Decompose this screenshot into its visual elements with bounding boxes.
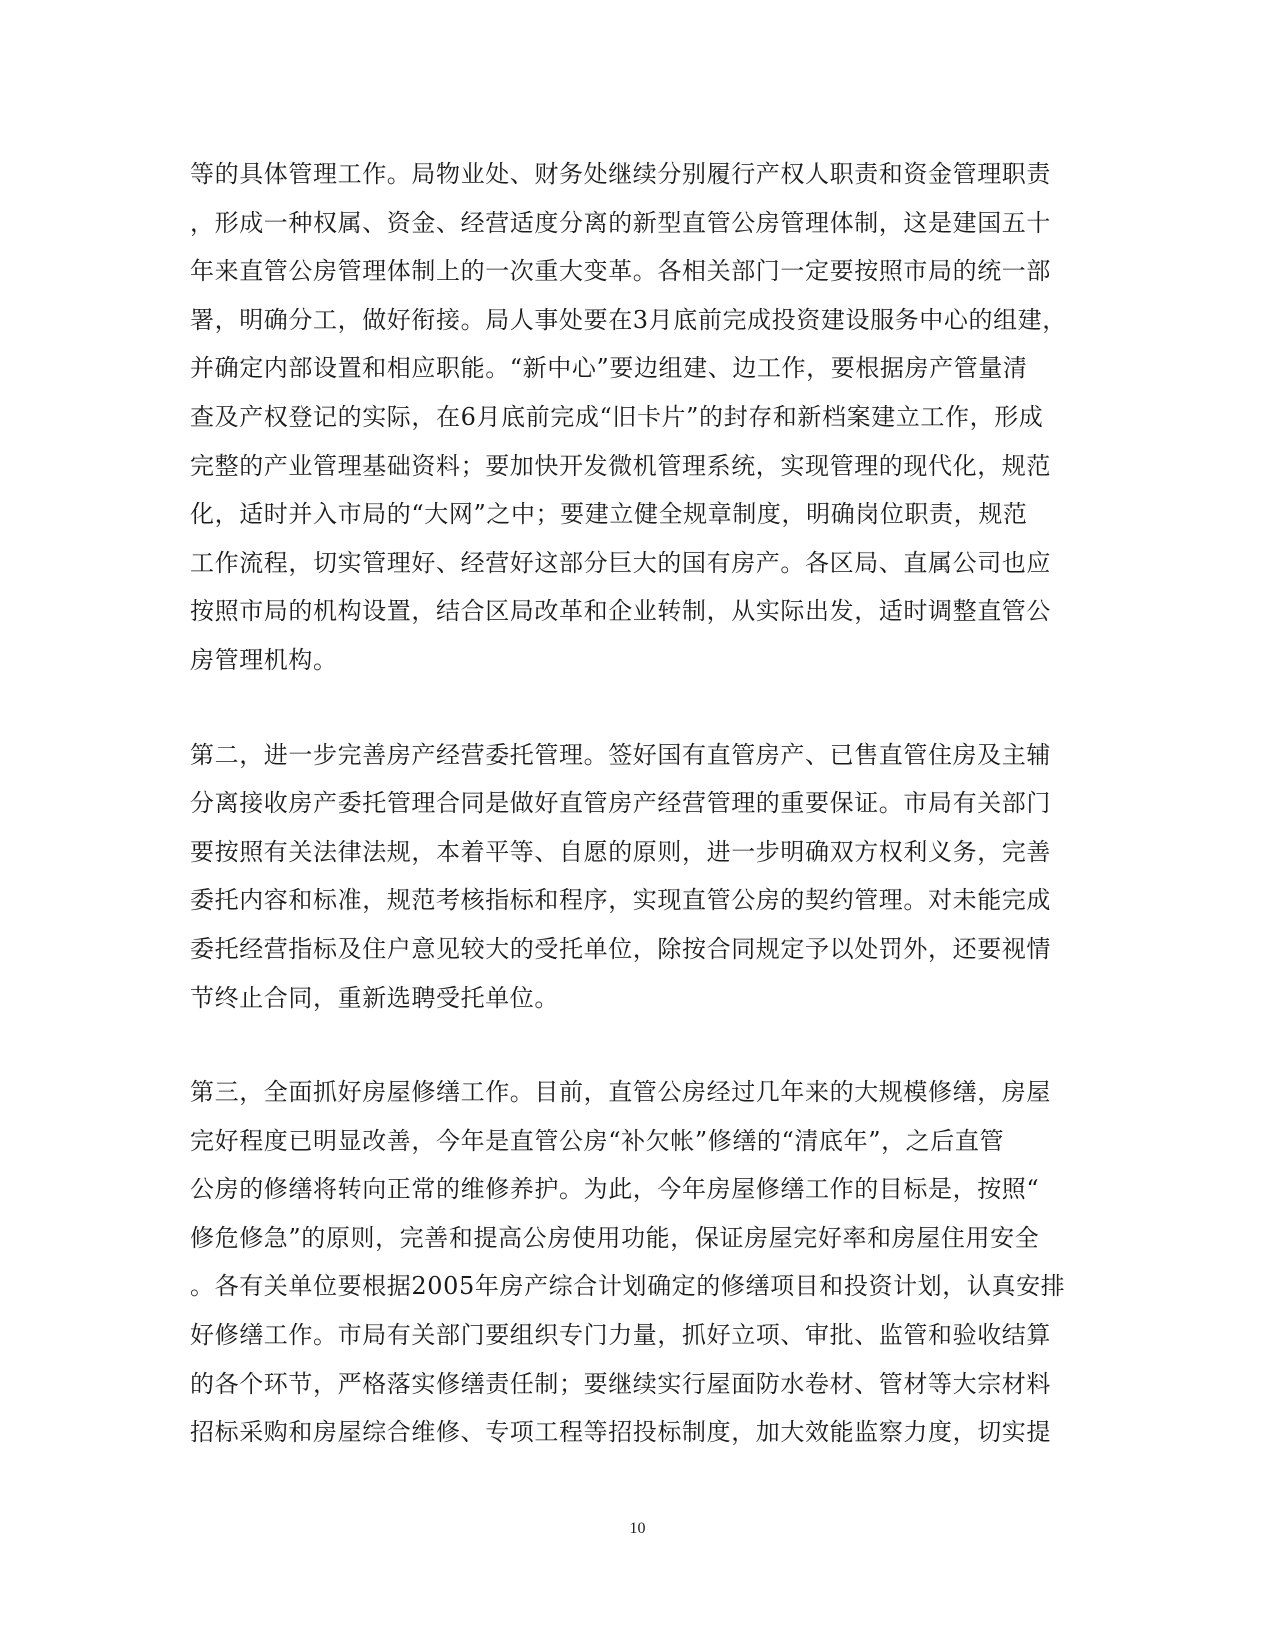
- text-line: 第二，进一步完善房产经营委托管理。签好国有直管房产、已售直管住房及主辅: [190, 740, 1051, 769]
- body-text: [190, 150, 1090, 1503]
- text-line: 分离接收房产委托管理合同是做好直管房产经营管理的重要保证。市局有关部门: [190, 789, 1051, 818]
- page-number: 10: [629, 1520, 646, 1537]
- text-line: 署，明确分工，做好衔接。局人事处要在3月底前完成投资建设服务中心的组建，: [190, 305, 1067, 334]
- text-line: 要按照有关法律法规，本着平等、自愿的原则，进一步明确双方权利义务，完善: [190, 837, 1051, 866]
- text-line: 工作流程，切实管理好、经营好这部分巨大的国有房产。各区局、直属公司也应: [190, 548, 1051, 577]
- text-line: 委托内容和标准，规范考核指标和程序，实现直管公房的契约管理。对未能完成: [190, 886, 1051, 915]
- text-line: 修危修急”的原则，完善和提高公房使用功能，保证房屋完好率和房屋住用安全: [190, 1223, 1040, 1252]
- text-line: 年来直管公房管理体制上的一次重大变革。各相关部门一定要按照市局的统一部: [190, 257, 1051, 286]
- paragraph-1: [190, 150, 1090, 685]
- text-line: 公房的修缮将转向正常的维修养护。为此，今年房屋修缮工作的目标是，按照“: [190, 1175, 1040, 1204]
- text-line: 完整的产业管理基础资料；要加快开发微机管理系统，实现管理的现代化，规范: [190, 451, 1051, 480]
- text-line: 招标采购和房屋综合维修、专项工程等招投标制度，加大效能监察力度，切实提: [190, 1418, 1051, 1447]
- paragraph-2: [190, 731, 1090, 1023]
- text-line: 查及产权登记的实际，在6月底前完成“旧卡片”的封存和新档案建立工作，形成: [190, 402, 1044, 431]
- text-line: 节终止合同，重新选聘受托单位。: [190, 983, 559, 1012]
- text-line: ，形成一种权属、资金、经营适度分离的新型直管公房管理体制，这是建国五十: [190, 208, 1051, 237]
- text-line: 好修缮工作。市局有关部门要组织专门力量，抓好立项、审批、监管和验收结算: [190, 1321, 1051, 1350]
- text-line: 。各有关单位要根据2005年房产综合计划确定的修缮项目和投资计划，认真安排: [190, 1272, 1066, 1301]
- text-line: 的各个环节，严格落实修缮责任制；要继续实行屋面防水卷材、管材等大宗材料: [190, 1369, 1051, 1398]
- paragraph-3: [190, 1068, 1090, 1457]
- text-line: 完好程度已明显改善，今年是直管公房“补欠帐”修缮的“清底年”，之后直管: [190, 1126, 1005, 1155]
- text-line: 并确定内部设置和相应职能。“新中心”要边组建、边工作，要根据房产管量清: [190, 354, 1028, 383]
- text-line: 委托经营指标及住户意见较大的受托单位，除按合同规定予以处罚外，还要视情: [190, 934, 1051, 963]
- text-line: 化，适时并入市局的“大网”之中；要建立健全规章制度，明确岗位职责，规范: [190, 500, 1028, 529]
- text-line: 按照市局的机构设置，结合区局改革和企业转制，从实际出发，适时调整直管公: [190, 597, 1051, 626]
- text-line: 等的具体管理工作。局物业处、财务处继续分别履行产权人职责和资金管理职责: [190, 160, 1051, 188]
- text-line: 房管理机构。: [190, 645, 338, 674]
- text-line: 第三，全面抓好房屋修缮工作。目前，直管公房经过几年来的大规模修缮，房屋: [190, 1078, 1051, 1107]
